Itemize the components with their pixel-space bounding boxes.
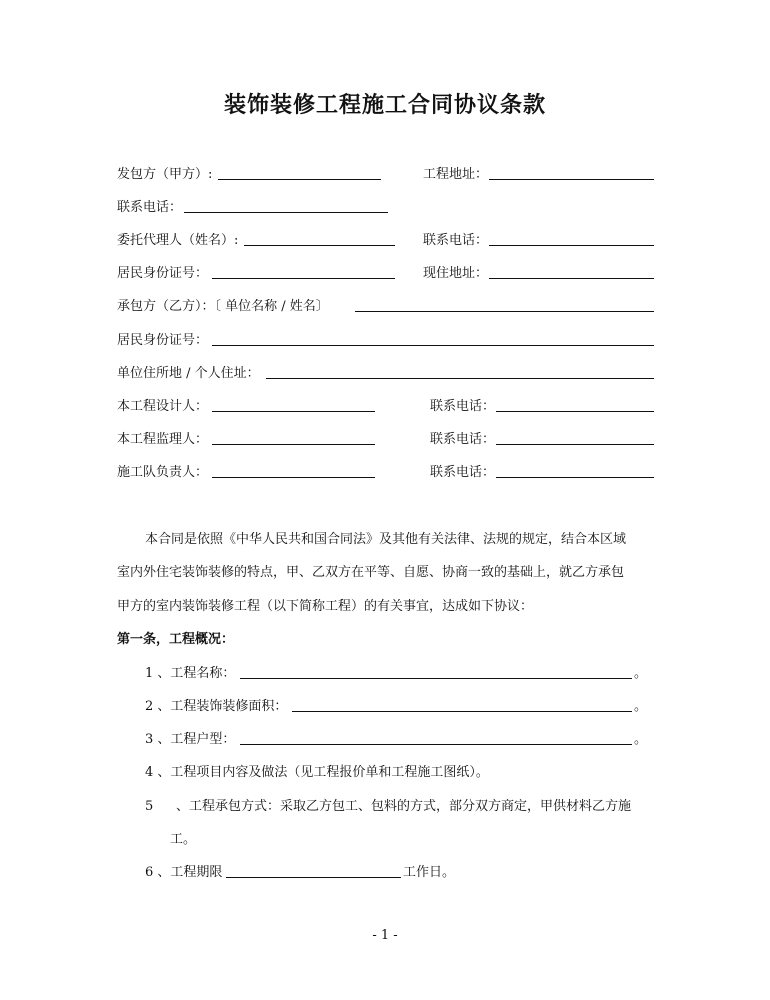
project-address-label: 工程地址： (423, 167, 489, 182)
document-title: 装饰装修工程施工合同协议条款 (223, 93, 546, 118)
project-address-blank (489, 165, 654, 180)
item-1-blank (240, 664, 632, 679)
supervisor-blank (212, 430, 375, 445)
item-2-label: 2 、工程装饰装修面积： (145, 699, 288, 714)
designer-phone-label: 联系电话： (430, 399, 496, 414)
item-1-label: 1 、工程名称： (145, 666, 236, 681)
id-number-b-label: 居民身份证号： (117, 333, 209, 348)
page-number: - 1 - (372, 928, 398, 943)
id-number-label: 居民身份证号： (117, 266, 209, 281)
designer-phone-blank (496, 397, 654, 412)
item-5-continued: 工。 (170, 832, 197, 847)
intro-line-3: 甲方的室内装饰装修工程（以下简称工程）的有关事宜，达成如下协议： (117, 599, 534, 614)
item-5: 、工程承包方式：采取乙方包工、包料的方式，部分双方商定，甲供材料乙方施 (176, 799, 632, 814)
item-6-blank (226, 863, 401, 878)
intro-line-2: 室内外住宅装饰装修的特点，甲、乙双方在平等、自愿、协商一致的基础上，就乙方承包 (117, 565, 625, 580)
item-2-end: 。 (634, 699, 648, 714)
contact-phone-label: 联系电话： (117, 200, 183, 215)
party-a-blank (218, 165, 381, 180)
current-address-blank (489, 264, 654, 279)
agent-phone-label: 联系电话： (423, 233, 489, 248)
item-3-label: 3 、工程户型： (145, 732, 236, 747)
item-4: 4 、工程项目内容及做法（见工程报价单和工程施工图纸）。 (145, 765, 489, 780)
item-1-end: 。 (634, 666, 648, 681)
id-number-blank (212, 264, 395, 279)
designer-blank (212, 397, 375, 412)
item-2-blank (292, 697, 632, 712)
supervisor-phone-blank (496, 430, 654, 445)
supervisor-label: 本工程监理人： (117, 432, 209, 447)
party-a-label: 发包方（甲方）: (117, 167, 213, 182)
designer-label: 本工程设计人： (117, 399, 209, 414)
party-b-blank (355, 297, 654, 312)
team-leader-blank (212, 463, 375, 478)
team-leader-label: 施工队负责人： (117, 465, 209, 480)
current-address-label: 现住地址： (423, 266, 489, 281)
unit-address-blank (266, 364, 654, 379)
intro-line-1: 本合同是依照《中华人民共和国合同法》及其他有关法律、法规的规定，结合本区域 (145, 532, 627, 547)
article-1-heading: 第一条，工程概况： (117, 632, 235, 647)
agent-phone-blank (489, 231, 654, 246)
contact-phone-blank (184, 198, 388, 213)
team-leader-phone-blank (496, 463, 654, 478)
supervisor-phone-label: 联系电话： (430, 432, 496, 447)
team-leader-phone-label: 联系电话： (430, 465, 496, 480)
unit-address-label: 单位住所地 / 个人住址： (117, 366, 260, 381)
agent-blank (244, 231, 395, 246)
item-5-number: 5 (145, 799, 154, 814)
item-3-end: 。 (634, 732, 648, 747)
party-b-label: 承包方（乙方）：〔 单位名称 / 姓名〕 (117, 299, 329, 314)
agent-label: 委托代理人（姓名）: (117, 233, 239, 248)
item-3-blank (240, 730, 632, 745)
item-6-label: 6 、工程期限 (145, 865, 223, 880)
item-6-end: 工作日。 (403, 865, 456, 880)
id-number-b-blank (212, 331, 654, 346)
